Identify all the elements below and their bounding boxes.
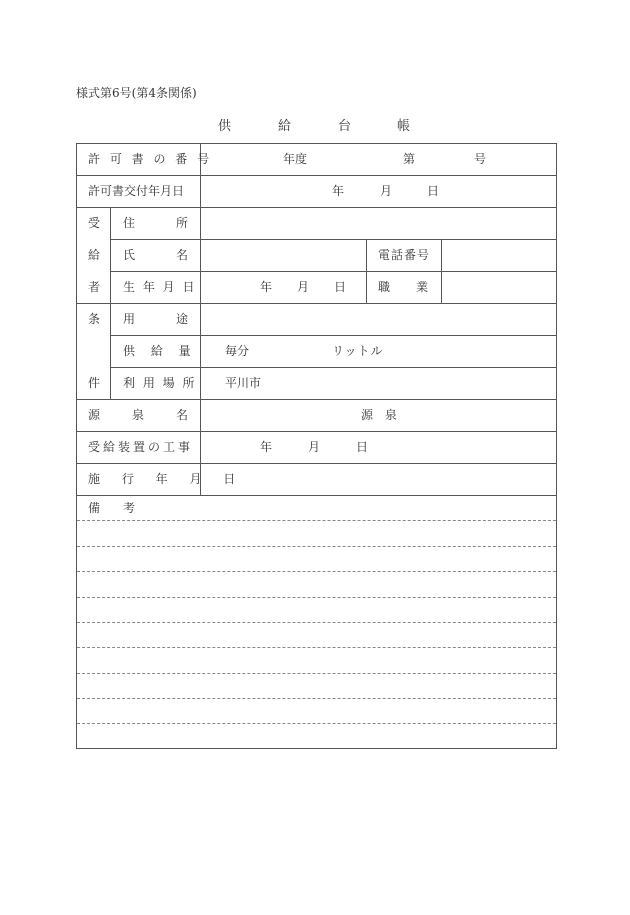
permit-number-field[interactable] bbox=[201, 144, 556, 175]
per-minute: 毎分 bbox=[225, 344, 250, 358]
issue-year: 年 bbox=[332, 184, 345, 198]
issue-day: 日 bbox=[427, 184, 440, 198]
label-purpose: 途 bbox=[176, 312, 189, 326]
recipient-group-char: 者 bbox=[88, 280, 101, 294]
address-field[interactable] bbox=[201, 208, 556, 239]
divider bbox=[556, 143, 557, 749]
divider bbox=[110, 207, 111, 399]
label-permit-number: 許 可 書 の 番 号 bbox=[88, 152, 213, 166]
supply-amount-field[interactable] bbox=[250, 336, 330, 367]
label-remarks: 備 bbox=[88, 501, 101, 515]
title-char: 台 bbox=[338, 119, 352, 134]
remarks-field[interactable] bbox=[77, 521, 556, 748]
label-name: 氏 bbox=[123, 248, 136, 262]
recipient-group-char: 受 bbox=[88, 216, 101, 230]
label-permit-issue-date: 許可書交付年月日 bbox=[88, 184, 185, 198]
source-suffix: 源 泉 bbox=[361, 408, 401, 422]
permit-dai: 第 bbox=[403, 152, 416, 166]
use-location-value: 平川市 bbox=[225, 376, 262, 390]
label-birthdate: 生 年 月 日 bbox=[123, 280, 197, 294]
name-field[interactable] bbox=[201, 240, 366, 271]
source-name-field[interactable] bbox=[201, 400, 356, 431]
title-char: 給 bbox=[278, 119, 292, 134]
label-occupation: 業 bbox=[416, 280, 429, 294]
label-remarks: 考 bbox=[123, 501, 136, 515]
label-source-name: 源 bbox=[88, 408, 101, 422]
phone-field[interactable] bbox=[442, 240, 556, 271]
purpose-field[interactable] bbox=[201, 304, 556, 335]
label-supply-amount: 供 給 量 bbox=[123, 344, 197, 358]
birth-month: 月 bbox=[297, 280, 310, 294]
permit-issue-date-field[interactable] bbox=[201, 176, 556, 207]
divider bbox=[110, 335, 557, 336]
title-char: 帳 bbox=[397, 119, 411, 134]
form-id: 様式第6号(第4条関係) bbox=[76, 86, 197, 100]
birth-day: 日 bbox=[334, 280, 347, 294]
liter-unit: リットル bbox=[332, 344, 384, 358]
birth-year: 年 bbox=[260, 280, 273, 294]
issue-month: 月 bbox=[380, 184, 393, 198]
label-equipment-work: 受給装置の工事 bbox=[88, 440, 194, 454]
label-name: 名 bbox=[176, 248, 189, 262]
equipment-month: 月 bbox=[308, 440, 321, 454]
divider bbox=[76, 495, 557, 496]
permit-year-suffix: 年度 bbox=[283, 152, 308, 166]
label-execution-date: 施 行 年 月 日 bbox=[88, 472, 245, 486]
equipment-work-field[interactable] bbox=[201, 432, 556, 463]
label-source-name: 名 bbox=[176, 408, 189, 422]
label-address: 所 bbox=[176, 216, 189, 230]
conditions-group-char: 条 bbox=[88, 312, 101, 326]
permit-go: 号 bbox=[474, 152, 487, 166]
divider bbox=[76, 748, 557, 749]
label-purpose: 用 bbox=[123, 312, 136, 326]
label-phone: 電話番号 bbox=[378, 248, 431, 262]
divider bbox=[366, 239, 367, 303]
occupation-field[interactable] bbox=[442, 272, 556, 303]
birthdate-field[interactable] bbox=[201, 272, 366, 303]
label-source-name: 泉 bbox=[132, 408, 145, 422]
execution-date-field[interactable] bbox=[201, 464, 556, 495]
conditions-group-char: 件 bbox=[88, 376, 101, 390]
label-address: 住 bbox=[123, 216, 136, 230]
label-occupation: 職 bbox=[378, 280, 391, 294]
equipment-day: 日 bbox=[356, 440, 369, 454]
label-use-location: 利 用 場 所 bbox=[123, 376, 197, 390]
equipment-year: 年 bbox=[260, 440, 273, 454]
recipient-group-char: 給 bbox=[88, 248, 101, 262]
use-location-field[interactable] bbox=[262, 368, 556, 399]
title-char: 供 bbox=[218, 119, 232, 134]
